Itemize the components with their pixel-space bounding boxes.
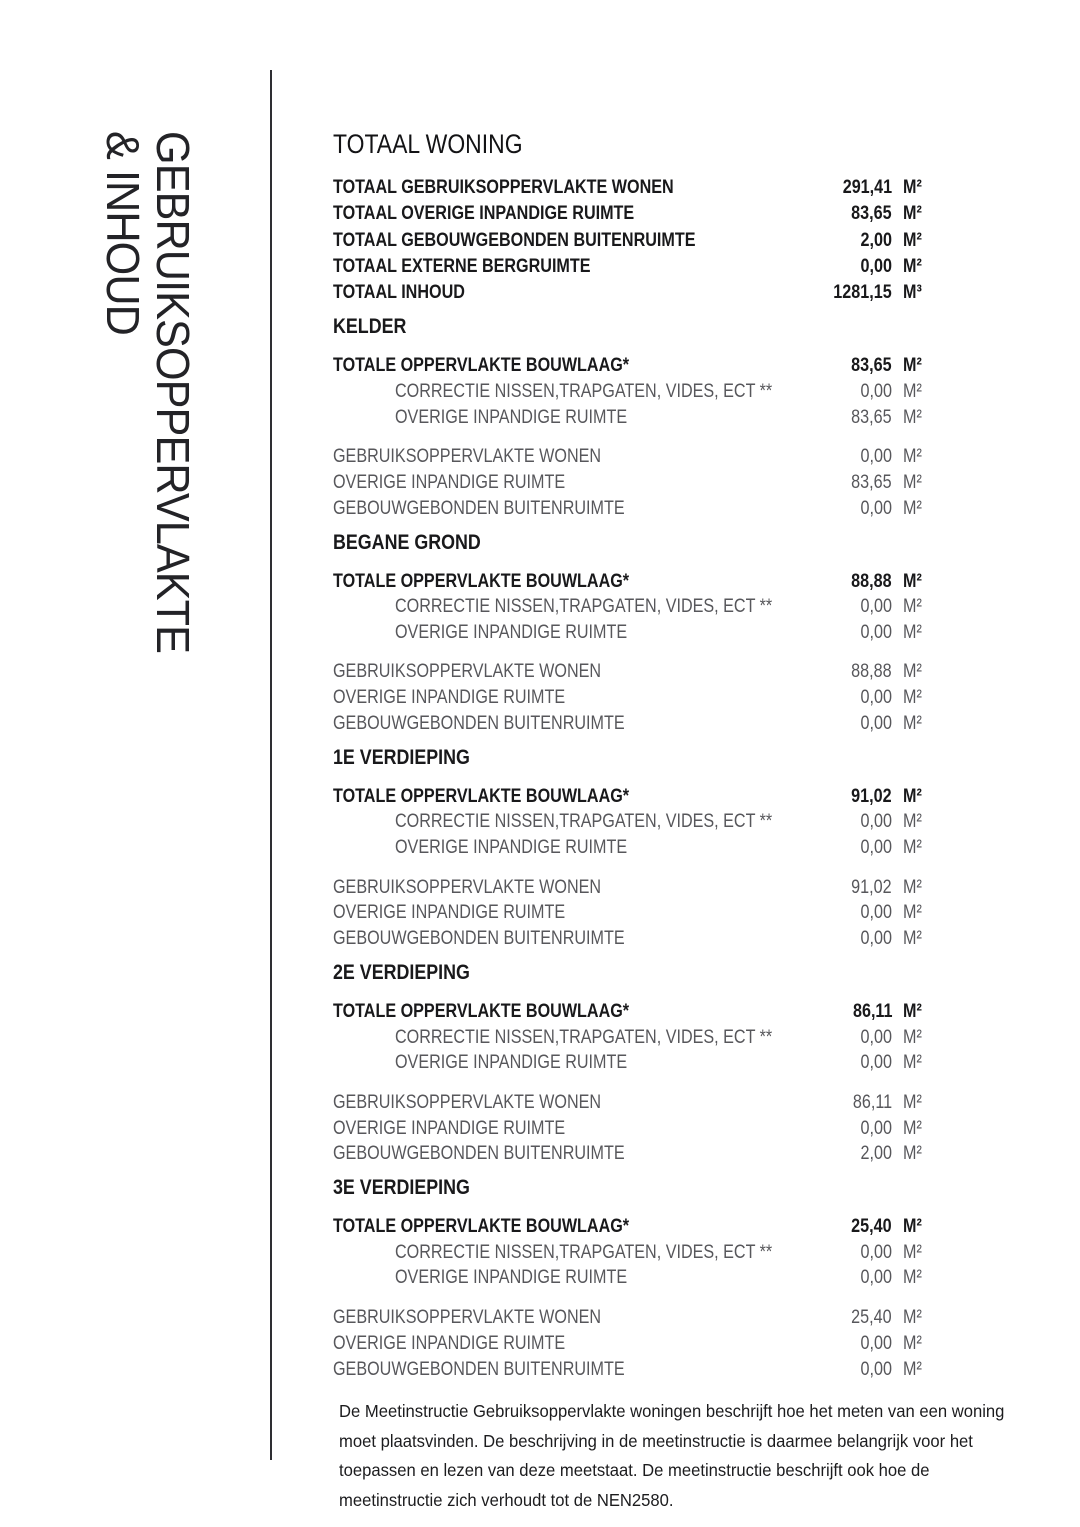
row-value-text: 88,88 bbox=[851, 570, 892, 592]
row-unit bbox=[892, 713, 927, 735]
row-unit bbox=[892, 571, 927, 593]
row-label bbox=[333, 407, 844, 429]
row-label bbox=[333, 1359, 855, 1381]
row-label-text: GEBOUWGEBONDEN BUITENRUIMTE bbox=[333, 1358, 625, 1380]
row-label bbox=[333, 1267, 855, 1289]
row-value-text: 0,00 bbox=[860, 255, 892, 277]
row-value-text: 0,00 bbox=[860, 1358, 892, 1380]
row-unit bbox=[892, 837, 927, 859]
correction-row bbox=[333, 1027, 927, 1053]
overige-inpandige-row bbox=[333, 622, 927, 648]
row-value bbox=[855, 381, 892, 403]
row-label bbox=[333, 1216, 844, 1238]
row-label-text: CORRECTIE NISSEN,TRAPGATEN, VIDES, ECT ** bbox=[395, 596, 773, 618]
row-unit-text: M² bbox=[903, 837, 922, 859]
row-unit-text: M² bbox=[903, 446, 922, 468]
row-value bbox=[823, 282, 892, 304]
row-unit bbox=[892, 1216, 927, 1238]
footer-line: toepassen en lezen van deze meetstaat. De meetinstructie beschrijft ook hoe de bbox=[339, 1460, 930, 1481]
section-header-text: 3E VERDIEPING bbox=[333, 1176, 470, 1200]
row-label bbox=[333, 837, 855, 859]
row-label bbox=[333, 282, 823, 304]
row-label-text: GEBRUIKSOPPERVLAKTE WONEN bbox=[333, 661, 602, 683]
usage-row bbox=[333, 1359, 927, 1385]
row-value bbox=[855, 1118, 892, 1140]
row-unit bbox=[892, 1333, 927, 1355]
row-label bbox=[333, 928, 855, 950]
row-unit-text: M² bbox=[903, 785, 922, 807]
row-unit bbox=[892, 687, 927, 709]
row-unit-text: M² bbox=[903, 621, 922, 643]
usage-row bbox=[333, 1333, 927, 1359]
bouwlaag-row bbox=[333, 1001, 927, 1027]
row-label-text: OVERIGE INPANDIGE RUIMTE bbox=[333, 687, 566, 709]
page-title bbox=[333, 129, 927, 159]
section-header bbox=[333, 315, 927, 339]
row-value-text: 0,00 bbox=[860, 837, 892, 859]
row-value-text: 0,00 bbox=[860, 687, 892, 709]
row-label bbox=[333, 877, 844, 899]
totals-row bbox=[333, 230, 927, 256]
row-value-text: 88,88 bbox=[851, 661, 892, 683]
section-header bbox=[333, 1176, 927, 1200]
row-value bbox=[844, 355, 892, 377]
row-value bbox=[855, 1143, 892, 1165]
row-value-text: 91,02 bbox=[851, 876, 892, 898]
usage-row bbox=[333, 687, 927, 713]
row-value-text: 1281,15 bbox=[833, 282, 892, 304]
row-value bbox=[844, 661, 892, 683]
section-bouwlaag-group bbox=[333, 786, 927, 863]
section-header-text: 1E VERDIEPING bbox=[333, 745, 470, 769]
side-title bbox=[98, 131, 198, 686]
row-unit bbox=[892, 928, 927, 950]
row-label bbox=[333, 1001, 846, 1023]
footer-line: moet plaatsvinden. De beschrijving in de meetinstructie is daarmee belangrijk voor het bbox=[339, 1430, 973, 1451]
row-label-text: GEBOUWGEBONDEN BUITENRUIMTE bbox=[333, 1143, 625, 1165]
row-label bbox=[333, 661, 844, 683]
row-label-text: OVERIGE INPANDIGE RUIMTE bbox=[333, 472, 566, 494]
section-header bbox=[333, 961, 927, 985]
row-value-text: 0,00 bbox=[860, 381, 892, 403]
row-unit bbox=[892, 1267, 927, 1289]
row-label-text: TOTAAL INHOUD bbox=[333, 282, 465, 304]
row-value-text: 25,40 bbox=[851, 1216, 892, 1238]
row-value bbox=[855, 928, 892, 950]
row-value bbox=[855, 1027, 892, 1049]
row-unit bbox=[892, 407, 927, 429]
row-value bbox=[855, 1267, 892, 1289]
row-unit-text: M² bbox=[903, 1267, 922, 1289]
row-unit bbox=[892, 282, 927, 304]
bouwlaag-row bbox=[333, 1216, 927, 1242]
row-label bbox=[333, 687, 855, 709]
row-label-text: TOTALE OPPERVLAKTE BOUWLAAG* bbox=[333, 1216, 630, 1238]
row-unit-text: M² bbox=[903, 1358, 922, 1380]
report-content bbox=[333, 0, 1005, 1515]
row-label-text: TOTAAL OVERIGE INPANDIGE RUIMTE bbox=[333, 203, 635, 225]
row-label bbox=[333, 1052, 855, 1074]
row-label bbox=[333, 1333, 855, 1355]
row-value bbox=[844, 203, 892, 225]
row-unit-text: M² bbox=[903, 203, 922, 225]
row-label-text: OVERIGE INPANDIGE RUIMTE bbox=[333, 1117, 566, 1139]
row-label-text: GEBOUWGEBONDEN BUITENRUIMTE bbox=[333, 713, 625, 735]
row-label-text: CORRECTIE NISSEN,TRAPGATEN, VIDES, ECT ** bbox=[395, 381, 773, 403]
row-value-text: 91,02 bbox=[851, 785, 892, 807]
row-value bbox=[855, 498, 892, 520]
row-value-text: 0,00 bbox=[860, 1332, 892, 1354]
section-bouwlaag-group bbox=[333, 571, 927, 648]
row-unit-text: M² bbox=[903, 1091, 922, 1113]
row-value-text: 86,11 bbox=[852, 1001, 892, 1022]
section-usage-group bbox=[333, 877, 927, 954]
overige-inpandige-row bbox=[333, 407, 927, 433]
vertical-divider-line bbox=[270, 70, 272, 1460]
usage-row bbox=[333, 661, 927, 687]
row-label-text: GEBRUIKSOPPERVLAKTE WONEN bbox=[333, 1091, 602, 1113]
section-usage-group bbox=[333, 661, 927, 738]
row-label-text: GEBOUWGEBONDEN BUITENRUIMTE bbox=[333, 928, 625, 950]
row-unit bbox=[892, 446, 927, 468]
row-unit bbox=[892, 498, 927, 520]
row-label bbox=[333, 256, 855, 278]
row-unit-text: M² bbox=[903, 472, 922, 494]
side-title-line1 bbox=[148, 131, 198, 686]
row-unit bbox=[892, 1359, 927, 1381]
row-value bbox=[855, 596, 892, 618]
row-label-text: OVERIGE INPANDIGE RUIMTE bbox=[395, 406, 628, 428]
usage-row bbox=[333, 1307, 927, 1333]
usage-row bbox=[333, 1143, 927, 1169]
row-value-text: 0,00 bbox=[860, 902, 892, 924]
section-header-text: BEGANE GROND bbox=[333, 530, 481, 554]
bouwlaag-row bbox=[333, 786, 927, 812]
correction-row bbox=[333, 381, 927, 407]
bouwlaag-row bbox=[333, 355, 927, 381]
section-header-text: 2E VERDIEPING bbox=[333, 961, 470, 984]
row-value-text: 83,65 bbox=[851, 355, 892, 377]
row-label-text: TOTAAL GEBOUWGEBONDEN BUITENRUIMTE bbox=[333, 229, 696, 251]
row-unit bbox=[892, 1001, 927, 1023]
row-label-text: TOTALE OPPERVLAKTE BOUWLAAG* bbox=[333, 785, 630, 807]
row-value bbox=[855, 713, 892, 735]
row-value-text: 0,00 bbox=[860, 713, 892, 735]
row-unit-text: M² bbox=[903, 1241, 922, 1263]
row-label-text: CORRECTIE NISSEN,TRAPGATEN, VIDES, ECT ** bbox=[395, 1241, 773, 1263]
row-label-text: TOTALE OPPERVLAKTE BOUWLAAG* bbox=[333, 355, 630, 377]
row-label bbox=[333, 1307, 844, 1329]
section-header-text: KELDER bbox=[333, 315, 407, 339]
row-unit-text: M² bbox=[903, 1306, 922, 1328]
row-value bbox=[846, 1001, 893, 1023]
row-label-text: CORRECTIE NISSEN,TRAPGATEN, VIDES, ECT ** bbox=[395, 811, 773, 833]
row-value-text: 86,11 bbox=[852, 1091, 892, 1113]
row-unit-text: M² bbox=[903, 661, 922, 683]
totals-row bbox=[333, 282, 927, 308]
row-label bbox=[333, 902, 855, 924]
row-value bbox=[855, 446, 892, 468]
row-value-text: 0,00 bbox=[860, 811, 892, 833]
row-value bbox=[855, 1242, 892, 1264]
row-label bbox=[333, 1092, 846, 1114]
row-value bbox=[844, 1216, 892, 1238]
row-unit-text: M² bbox=[903, 1143, 922, 1165]
usage-row bbox=[333, 472, 927, 498]
side-title-line1-text: GEBRUIKSOPPERVLAKTE bbox=[147, 131, 199, 654]
row-unit bbox=[892, 1027, 927, 1049]
row-unit-text: M² bbox=[903, 497, 922, 519]
row-value bbox=[855, 902, 892, 924]
row-label bbox=[333, 203, 844, 225]
row-unit-text: M² bbox=[903, 229, 922, 251]
row-label-text: TOTALE OPPERVLAKTE BOUWLAAG* bbox=[333, 570, 630, 592]
section-bouwlaag-group bbox=[333, 1216, 927, 1293]
row-value bbox=[844, 786, 892, 808]
footer-line: meetinstructie zich verhoudt tot de NEN2580. bbox=[339, 1489, 674, 1510]
row-unit bbox=[892, 811, 927, 833]
row-unit bbox=[892, 230, 927, 252]
row-unit bbox=[892, 877, 927, 899]
row-value bbox=[855, 1333, 892, 1355]
row-unit-text: M² bbox=[903, 1216, 922, 1238]
row-value-text: 2,00 bbox=[860, 1143, 892, 1165]
correction-row bbox=[333, 596, 927, 622]
row-label bbox=[333, 811, 855, 833]
row-label bbox=[333, 1242, 855, 1264]
correction-row bbox=[333, 811, 927, 837]
row-label-text: TOTAAL EXTERNE BERGRUIMTE bbox=[333, 255, 591, 277]
row-unit-text: M² bbox=[903, 1001, 922, 1022]
usage-row bbox=[333, 446, 927, 472]
row-value-text: 0,00 bbox=[860, 1117, 892, 1139]
row-value-text: 0,00 bbox=[860, 621, 892, 643]
row-value-text: 0,00 bbox=[860, 596, 892, 618]
overige-inpandige-row bbox=[333, 837, 927, 863]
row-label bbox=[333, 571, 844, 593]
row-label-text: OVERIGE INPANDIGE RUIMTE bbox=[395, 621, 628, 643]
row-unit bbox=[892, 1242, 927, 1264]
row-value bbox=[855, 811, 892, 833]
row-unit-text: M² bbox=[903, 381, 922, 403]
usage-row bbox=[333, 713, 927, 739]
usage-row bbox=[333, 877, 927, 903]
row-label-text: OVERIGE INPANDIGE RUIMTE bbox=[333, 1332, 566, 1354]
row-unit-text: M² bbox=[903, 1332, 922, 1354]
row-label-text: GEBRUIKSOPPERVLAKTE WONEN bbox=[333, 876, 602, 898]
row-label bbox=[333, 355, 844, 377]
row-label bbox=[333, 230, 855, 252]
section-bouwlaag-group bbox=[333, 355, 927, 432]
row-value bbox=[855, 1052, 892, 1074]
row-unit-text: M² bbox=[903, 177, 922, 198]
usage-row bbox=[333, 1092, 927, 1118]
usage-row bbox=[333, 928, 927, 954]
row-unit-text: M² bbox=[903, 1026, 922, 1048]
row-value bbox=[855, 687, 892, 709]
section-header bbox=[333, 531, 927, 555]
row-unit-text: M² bbox=[903, 687, 922, 709]
row-value-text: 0,00 bbox=[860, 446, 892, 468]
row-unit-text: M³ bbox=[903, 282, 922, 304]
row-unit bbox=[892, 902, 927, 924]
row-unit-text: M² bbox=[903, 255, 922, 277]
row-value bbox=[834, 177, 892, 199]
row-value-text: 2,00 bbox=[860, 229, 892, 251]
row-label bbox=[333, 786, 844, 808]
row-value bbox=[855, 256, 892, 278]
row-unit bbox=[892, 472, 927, 494]
usage-row bbox=[333, 1118, 927, 1144]
row-unit bbox=[892, 1092, 927, 1114]
row-label bbox=[333, 713, 855, 735]
footer-note bbox=[339, 1397, 1005, 1515]
overige-inpandige-row bbox=[333, 1267, 927, 1293]
row-unit bbox=[892, 355, 927, 377]
totals-row bbox=[333, 177, 927, 203]
row-unit-text: M² bbox=[903, 811, 922, 833]
row-unit bbox=[892, 622, 927, 644]
row-value-text: 83,65 bbox=[851, 203, 892, 225]
usage-row bbox=[333, 902, 927, 928]
row-value-text: 83,65 bbox=[851, 406, 892, 428]
row-label-text: GEBRUIKSOPPERVLAKTE WONEN bbox=[333, 1306, 602, 1328]
row-label-text: OVERIGE INPANDIGE RUIMTE bbox=[395, 837, 628, 859]
row-value bbox=[844, 877, 892, 899]
row-unit bbox=[892, 381, 927, 403]
row-value bbox=[844, 472, 892, 494]
row-unit bbox=[892, 661, 927, 683]
overige-inpandige-row bbox=[333, 1052, 927, 1078]
row-label bbox=[333, 1027, 855, 1049]
footer-line: De Meetinstructie Gebruiksoppervlakte woningen beschrijft hoe het meten van een woning bbox=[339, 1401, 1005, 1422]
sections bbox=[333, 315, 927, 1384]
row-label bbox=[333, 622, 855, 644]
correction-row bbox=[333, 1242, 927, 1268]
page-title-text: TOTAAL WONING bbox=[333, 129, 523, 159]
row-value-text: 0,00 bbox=[860, 497, 892, 519]
row-value bbox=[844, 571, 892, 593]
row-unit bbox=[892, 177, 927, 199]
row-label-text: CORRECTIE NISSEN,TRAPGATEN, VIDES, ECT ** bbox=[395, 1026, 773, 1048]
row-unit-text: M² bbox=[903, 928, 922, 950]
section-usage-group bbox=[333, 1307, 927, 1384]
side-title-line2 bbox=[98, 131, 148, 686]
section-usage-group bbox=[333, 446, 927, 523]
row-unit-text: M² bbox=[903, 1052, 922, 1074]
row-value-text: 25,40 bbox=[851, 1306, 892, 1328]
row-label-text: OVERIGE INPANDIGE RUIMTE bbox=[333, 902, 566, 924]
section-header bbox=[333, 746, 927, 770]
row-unit-text: M² bbox=[903, 355, 922, 377]
row-unit bbox=[892, 786, 927, 808]
totals-row bbox=[333, 203, 927, 229]
row-value bbox=[855, 837, 892, 859]
row-value bbox=[855, 1359, 892, 1381]
row-value-text: 0,00 bbox=[860, 1267, 892, 1289]
row-unit-text: M² bbox=[903, 902, 922, 924]
row-value-text: 0,00 bbox=[860, 1052, 892, 1074]
row-unit-text: M² bbox=[903, 596, 922, 618]
row-label-text: GEBOUWGEBONDEN BUITENRUIMTE bbox=[333, 497, 625, 519]
side-title-line2-text: & INHOUD bbox=[97, 131, 149, 335]
row-value bbox=[855, 230, 892, 252]
row-label-text: OVERIGE INPANDIGE RUIMTE bbox=[395, 1052, 628, 1074]
row-unit bbox=[892, 203, 927, 225]
row-label bbox=[333, 498, 855, 520]
row-value-text: 0,00 bbox=[860, 1026, 892, 1048]
row-label-text: TOTAAL GEBRUIKSOPPERVLAKTE WONEN bbox=[333, 177, 674, 198]
section-usage-group bbox=[333, 1092, 927, 1169]
row-label bbox=[333, 596, 855, 618]
row-value bbox=[844, 1307, 892, 1329]
row-label-text: TOTALE OPPERVLAKTE BOUWLAAG* bbox=[333, 1001, 630, 1022]
row-label bbox=[333, 1143, 855, 1165]
row-label bbox=[333, 446, 855, 468]
row-value-text: 83,65 bbox=[851, 472, 892, 494]
row-label bbox=[333, 381, 855, 403]
section-bouwlaag-group bbox=[333, 1001, 927, 1078]
row-label bbox=[333, 472, 844, 494]
row-label bbox=[333, 177, 834, 199]
row-value bbox=[855, 622, 892, 644]
row-unit-text: M² bbox=[903, 713, 922, 735]
row-unit bbox=[892, 1307, 927, 1329]
row-value-text: 0,00 bbox=[860, 928, 892, 950]
row-unit bbox=[892, 256, 927, 278]
row-unit bbox=[892, 596, 927, 618]
row-label-text: GEBRUIKSOPPERVLAKTE WONEN bbox=[333, 446, 602, 468]
row-value-text: 0,00 bbox=[860, 1241, 892, 1263]
row-unit bbox=[892, 1118, 927, 1140]
totals-row bbox=[333, 256, 927, 282]
row-unit-text: M² bbox=[903, 1117, 922, 1139]
row-unit bbox=[892, 1143, 927, 1165]
row-unit-text: M² bbox=[903, 876, 922, 898]
row-unit bbox=[892, 1052, 927, 1074]
row-label-text: OVERIGE INPANDIGE RUIMTE bbox=[395, 1267, 628, 1289]
row-value bbox=[846, 1092, 892, 1114]
totals-rows bbox=[333, 177, 927, 308]
bouwlaag-row bbox=[333, 571, 927, 597]
row-unit-text: M² bbox=[903, 406, 922, 428]
usage-row bbox=[333, 498, 927, 524]
row-value bbox=[844, 407, 892, 429]
row-unit-text: M² bbox=[903, 570, 922, 592]
row-value-text: 291,41 bbox=[842, 177, 892, 198]
row-label bbox=[333, 1118, 855, 1140]
